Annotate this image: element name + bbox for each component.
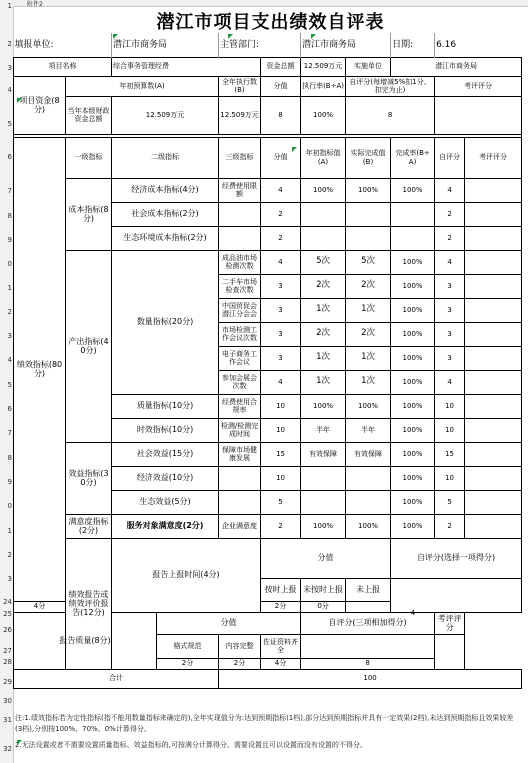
comment-marker-icon	[311, 34, 316, 39]
effect-target[interactable]	[301, 490, 346, 514]
output-review[interactable]	[465, 322, 522, 346]
cost-row	[14, 178, 522, 202]
unit-value[interactable]: 潜江市商务局	[112, 33, 219, 57]
perf-col-rate: 完成率(B÷A)	[391, 137, 435, 178]
output-self[interactable]: 3	[435, 274, 465, 298]
satisfaction-l2: 服务对象满意度(2分)	[112, 514, 219, 538]
q-opt-content: 内容完整	[219, 634, 261, 658]
output-self[interactable]: 4	[435, 370, 465, 394]
perf-header-row	[14, 137, 522, 178]
dept-value[interactable]: 潜江市商务局	[301, 33, 391, 57]
row-number[interactable]: 1	[7, 527, 12, 535]
footnote-2: 2.无法设置或者不需要设置质量指标、效益指标的,可按满分计算得分。需要设置且可以设置而没有设置的不得分。	[15, 741, 367, 749]
row-number[interactable]: 3	[7, 575, 12, 583]
output-score[interactable]: 3	[261, 274, 301, 298]
unit-label: 填报单位:	[14, 39, 54, 50]
funding-score[interactable]: 8	[261, 96, 301, 134]
report-time-label: 报告上报时间(4分)	[112, 538, 261, 612]
cost-self[interactable]: 4	[435, 178, 465, 202]
quantity-label: 数量指标(20分)	[112, 250, 219, 394]
opt-late: 未按时上报	[301, 578, 346, 601]
effect-actual[interactable]: 有效保障	[346, 442, 391, 466]
output-score[interactable]: 10	[261, 394, 301, 418]
corner-label: 附件2	[27, 1, 43, 8]
comment-marker-icon	[292, 147, 297, 152]
effect-self[interactable]: 15	[435, 442, 465, 466]
output-target[interactable]: 1次	[301, 370, 346, 394]
row-number[interactable]: 27	[3, 647, 12, 655]
output-actual[interactable]: 2次	[346, 274, 391, 298]
date-label: 日期:	[391, 33, 435, 57]
cost-rate[interactable]	[391, 202, 435, 226]
effect-actual[interactable]	[346, 490, 391, 514]
output-review[interactable]	[465, 298, 522, 322]
output-target[interactable]: 1次	[301, 298, 346, 322]
cost-actual[interactable]	[346, 226, 391, 250]
row-number[interactable]: 9	[7, 478, 12, 486]
output-label: 产出指标(40分)	[66, 250, 112, 442]
page-title: 潜江市项目支出绩效自评表	[156, 12, 385, 33]
output-score[interactable]: 10	[261, 418, 301, 442]
cost-l2: 经济成本指标(4分)	[112, 178, 219, 202]
output-review[interactable]	[465, 274, 522, 298]
comment-marker-icon	[113, 34, 118, 39]
val-ontime: 4分	[14, 601, 66, 612]
satisfaction-l3[interactable]: 企业满意度	[219, 514, 261, 538]
row-number[interactable]: 2	[7, 308, 12, 316]
funding-budget[interactable]: 12.509万元	[112, 96, 219, 134]
report-q-score-label: 分值	[157, 612, 301, 634]
perf-col-target: 年初指标值(A)	[301, 137, 346, 178]
q-val-content: 2分	[219, 658, 261, 669]
output-l3[interactable]: 中国贸促会潜江分会会	[219, 298, 261, 322]
perf-col-level3: 三级指标	[219, 137, 261, 178]
report-time-header-row	[14, 538, 522, 578]
output-actual[interactable]: 1次	[346, 346, 391, 370]
output-self[interactable]: 10	[435, 394, 465, 418]
effect-self[interactable]: 5	[435, 490, 465, 514]
satisfaction-label: 满意度指标(2分)	[66, 514, 112, 538]
total-row	[14, 669, 522, 688]
output-actual[interactable]: 100%	[346, 394, 391, 418]
output-l3[interactable]: 检测/检测完成时间	[219, 418, 261, 442]
output-rate[interactable]: 100%	[391, 250, 435, 274]
date-value[interactable]: 6.16	[435, 33, 522, 57]
perf-col-actual: 实际完成值(B)	[346, 137, 391, 178]
row-number[interactable]: 8	[7, 454, 12, 462]
header-row	[14, 33, 522, 57]
val-none: 0分	[301, 601, 346, 612]
evaluation-table	[13, 33, 522, 689]
time-l2: 时效指标(10分)	[112, 418, 219, 442]
effect-l2: 经济效益(10分)	[112, 466, 219, 490]
row-number[interactable]: 4	[7, 356, 12, 364]
row-number[interactable]: 29	[3, 678, 12, 686]
output-target[interactable]: 100%	[301, 394, 346, 418]
row-number[interactable]: 31	[3, 716, 12, 724]
cost-self[interactable]: 2	[435, 202, 465, 226]
output-rate[interactable]: 100%	[391, 298, 435, 322]
satisfaction-target[interactable]: 100%	[301, 514, 346, 538]
perf-col-level2: 二级指标	[112, 137, 219, 178]
report-time-self-value[interactable]: 4	[410, 609, 416, 617]
output-actual[interactable]: 5次	[346, 250, 391, 274]
cost-score[interactable]: 2	[261, 226, 301, 250]
output-rate[interactable]: 100%	[391, 322, 435, 346]
cost-review[interactable]	[465, 178, 522, 202]
effect-review[interactable]	[465, 442, 522, 466]
row-number[interactable]: 26	[3, 626, 12, 634]
impl-label: 实施单位	[346, 57, 391, 76]
col-budget: 年初预算数(A)	[66, 76, 219, 96]
row-number[interactable]: 25	[3, 610, 12, 618]
satisfaction-actual[interactable]: 100%	[346, 514, 391, 538]
q-val-format: 2分	[157, 658, 219, 669]
q-opt-format: 格式规范	[157, 634, 219, 658]
perf-col-review: 考评评分	[465, 137, 522, 178]
funding-header-row	[14, 76, 522, 96]
effect-review[interactable]	[465, 466, 522, 490]
output-self[interactable]: 3	[435, 346, 465, 370]
row-number[interactable]: 30	[3, 697, 12, 705]
cost-rate[interactable]: 100%	[391, 178, 435, 202]
cost-target[interactable]: 100%	[301, 178, 346, 202]
output-rate[interactable]: 100%	[391, 394, 435, 418]
output-review[interactable]	[465, 250, 522, 274]
cost-rate[interactable]	[391, 226, 435, 250]
effect-l2: 社会效益(15分)	[112, 442, 219, 466]
effect-score[interactable]: 15	[261, 442, 301, 466]
cost-l3[interactable]	[219, 226, 261, 250]
output-rate[interactable]: 100%	[391, 370, 435, 394]
output-actual[interactable]: 半年	[346, 418, 391, 442]
effect-score[interactable]: 5	[261, 490, 301, 514]
output-rate[interactable]: 100%	[391, 274, 435, 298]
cost-target[interactable]	[301, 226, 346, 250]
cost-l2: 生态环境成本指标(2分)	[112, 226, 219, 250]
funding-exec[interactable]: 12.509万元	[219, 96, 261, 134]
output-rate[interactable]: 100%	[391, 346, 435, 370]
satisfaction-review[interactable]	[465, 514, 522, 538]
cost-label: 成本指标(8分)	[66, 178, 112, 250]
cost-score[interactable]: 4	[261, 178, 301, 202]
output-target[interactable]: 2次	[301, 322, 346, 346]
report-quality-label: 报告质量(8分)	[14, 612, 157, 669]
val-late: 2分	[261, 601, 301, 612]
output-review[interactable]	[465, 346, 522, 370]
row-number[interactable]: 5	[7, 381, 12, 389]
row-number[interactable]: 1	[7, 284, 12, 292]
row-number[interactable]: 3	[7, 64, 12, 72]
effect-l3[interactable]	[219, 466, 261, 490]
perf-section-label: 绩效指标(80分)	[14, 137, 66, 601]
row-number-gutter	[0, 0, 14, 763]
output-self[interactable]: 3	[435, 322, 465, 346]
satisfaction-rate[interactable]: 100%	[391, 514, 435, 538]
effect-target[interactable]: 有效保障	[301, 442, 346, 466]
effect-rate[interactable]: 100%	[391, 490, 435, 514]
col-review: 考评评分	[435, 76, 522, 96]
cost-target[interactable]	[301, 202, 346, 226]
row-number[interactable]: 0	[7, 502, 12, 510]
effect-l3[interactable]	[219, 490, 261, 514]
output-row	[14, 250, 522, 274]
effect-review[interactable]	[465, 490, 522, 514]
funds-value[interactable]: 12.509万元	[301, 57, 346, 76]
funding-review[interactable]	[435, 96, 522, 134]
output-l3[interactable]: 经费使用合规率	[219, 394, 261, 418]
report-section-label: 绩效报告或绩效评价报告(12分)	[66, 538, 112, 669]
row-number[interactable]: 28	[3, 658, 12, 666]
output-target[interactable]: 1次	[301, 346, 346, 370]
report-q-review-label: 考评评分	[435, 612, 465, 634]
output-score[interactable]: 3	[261, 346, 301, 370]
row-number[interactable]: 9	[7, 236, 12, 244]
opt-none: 未上报	[346, 578, 391, 601]
row-number[interactable]: 0	[7, 260, 12, 268]
row-number[interactable]: 3	[7, 332, 12, 340]
row-number[interactable]: 6	[7, 153, 12, 161]
output-l3[interactable]: 市场检测工作会议次数	[219, 322, 261, 346]
cost-review[interactable]	[465, 202, 522, 226]
q-opt-evidence: 佐证资料齐全	[261, 634, 301, 658]
output-target[interactable]: 2次	[301, 274, 346, 298]
row-number[interactable]: 6	[7, 405, 12, 413]
total-label: 合计	[14, 669, 219, 688]
row-number[interactable]: 1	[7, 2, 12, 10]
output-l3[interactable]: 成品油市场检测次数	[219, 250, 261, 274]
row-number[interactable]: 4	[7, 86, 12, 94]
output-review[interactable]	[465, 370, 522, 394]
report-quality-self-value[interactable]: 8	[301, 658, 435, 669]
comment-marker-icon	[228, 34, 233, 39]
perf-col-level1: 一级指标	[66, 137, 112, 178]
perf-col-score: 分值	[261, 137, 301, 178]
funds-label: 资金总额	[261, 57, 301, 76]
report-quality-self[interactable]	[301, 634, 435, 658]
row-number[interactable]: 2	[7, 40, 12, 48]
col-score: 分值	[261, 76, 301, 96]
satisfaction-score[interactable]: 2	[261, 514, 301, 538]
output-self[interactable]: 10	[435, 418, 465, 442]
col-exec: 全年执行数(B)	[219, 76, 261, 96]
effect-target[interactable]	[301, 466, 346, 490]
comment-marker-icon	[17, 98, 22, 103]
output-score[interactable]: 3	[261, 322, 301, 346]
output-score[interactable]: 3	[261, 298, 301, 322]
funding-section-label: 项目资金(8分)	[14, 76, 66, 134]
output-l3[interactable]: 参加会展会次数	[219, 370, 261, 394]
col-rate: 执行率(B÷A)	[301, 76, 346, 96]
output-actual[interactable]: 2次	[346, 322, 391, 346]
cost-actual[interactable]	[346, 202, 391, 226]
funding-data-row	[14, 96, 522, 134]
impl-value[interactable]: 潜江市商务局	[391, 57, 522, 76]
funding-row-label: 当年本级财政资金总额	[66, 96, 112, 134]
total-value[interactable]: 100	[219, 669, 522, 688]
quality-l2: 质量指标(10分)	[112, 394, 219, 418]
effect-self[interactable]: 10	[435, 466, 465, 490]
effect-actual[interactable]	[346, 466, 391, 490]
row-number[interactable]: 2	[7, 551, 12, 559]
row-number[interactable]: 7	[7, 187, 12, 195]
row-number[interactable]: 8	[7, 212, 12, 220]
footnote-1: 注:1.绩效指标若为定性指标(指不能用数量指标来确定的),全年实现值分为:达到预期指标(1档),部分达到预期指标并具有一定效果(2档),未达到预期指标且效果较差(3档),分别按100%、70%、0%计算得分。	[15, 714, 514, 733]
effect-score[interactable]: 10	[261, 466, 301, 490]
column-header-bar	[13, 0, 528, 7]
effect-l3[interactable]: 保障市场健康发展	[219, 442, 261, 466]
output-self[interactable]: 3	[435, 298, 465, 322]
output-actual[interactable]: 1次	[346, 370, 391, 394]
cost-score[interactable]: 2	[261, 202, 301, 226]
output-review[interactable]	[465, 418, 522, 442]
report-score-label: 分值	[261, 538, 391, 578]
output-target[interactable]: 5次	[301, 250, 346, 274]
funding-self[interactable]: 8	[346, 96, 435, 134]
output-score[interactable]: 4	[261, 370, 301, 394]
cost-l3[interactable]	[219, 202, 261, 226]
dept-label: 主管部门:	[219, 33, 301, 57]
q-val-evidence: 4分	[261, 658, 301, 669]
output-self[interactable]: 4	[435, 250, 465, 274]
report-self-label: 自评分(选择一项得分)	[391, 538, 522, 578]
output-l3[interactable]: 二手车市场检查次数	[219, 274, 261, 298]
output-score[interactable]: 4	[261, 250, 301, 274]
effect-rate[interactable]: 100%	[391, 442, 435, 466]
row-number[interactable]: 7	[7, 429, 12, 437]
cost-l2: 社会成本指标(2分)	[112, 202, 219, 226]
row-number[interactable]: 5	[7, 120, 12, 128]
row-number[interactable]: 32	[3, 745, 12, 753]
satisfaction-self[interactable]: 2	[435, 514, 465, 538]
output-rate[interactable]: 100%	[391, 418, 435, 442]
report-q-self-label: 自评分(三项相加得分)	[301, 612, 435, 634]
effect-label: 效益指标(30分)	[66, 442, 112, 514]
effect-l2: 生态效益(5分)	[112, 490, 219, 514]
effect-row	[14, 442, 522, 466]
report-quality-review[interactable]	[435, 634, 465, 669]
output-actual[interactable]: 1次	[346, 298, 391, 322]
project-name-value[interactable]: 综合事务管理经费	[112, 57, 261, 76]
satisfaction-row	[14, 514, 522, 538]
project-name-label: 项目名称	[14, 57, 112, 76]
comment-marker-icon	[17, 740, 22, 745]
output-l3[interactable]: 电子商务工作会议	[219, 346, 261, 370]
col-self: 自评分(每增减5%扣1分、扣完为止)	[346, 76, 435, 96]
cost-l3[interactable]: 经费使用限额	[219, 178, 261, 202]
output-target[interactable]: 半年	[301, 418, 346, 442]
project-row	[14, 57, 522, 76]
report-time-self[interactable]	[391, 578, 522, 612]
output-review[interactable]	[465, 394, 522, 418]
funding-rate[interactable]: 100%	[301, 96, 346, 134]
cost-actual[interactable]: 100%	[346, 178, 391, 202]
perf-col-self: 自评分	[435, 137, 465, 178]
effect-rate[interactable]: 100%	[391, 466, 435, 490]
opt-ontime: 按时上报	[261, 578, 301, 601]
cost-review[interactable]	[465, 226, 522, 250]
row-number[interactable]: 24	[3, 598, 12, 606]
cost-self[interactable]: 2	[435, 226, 465, 250]
